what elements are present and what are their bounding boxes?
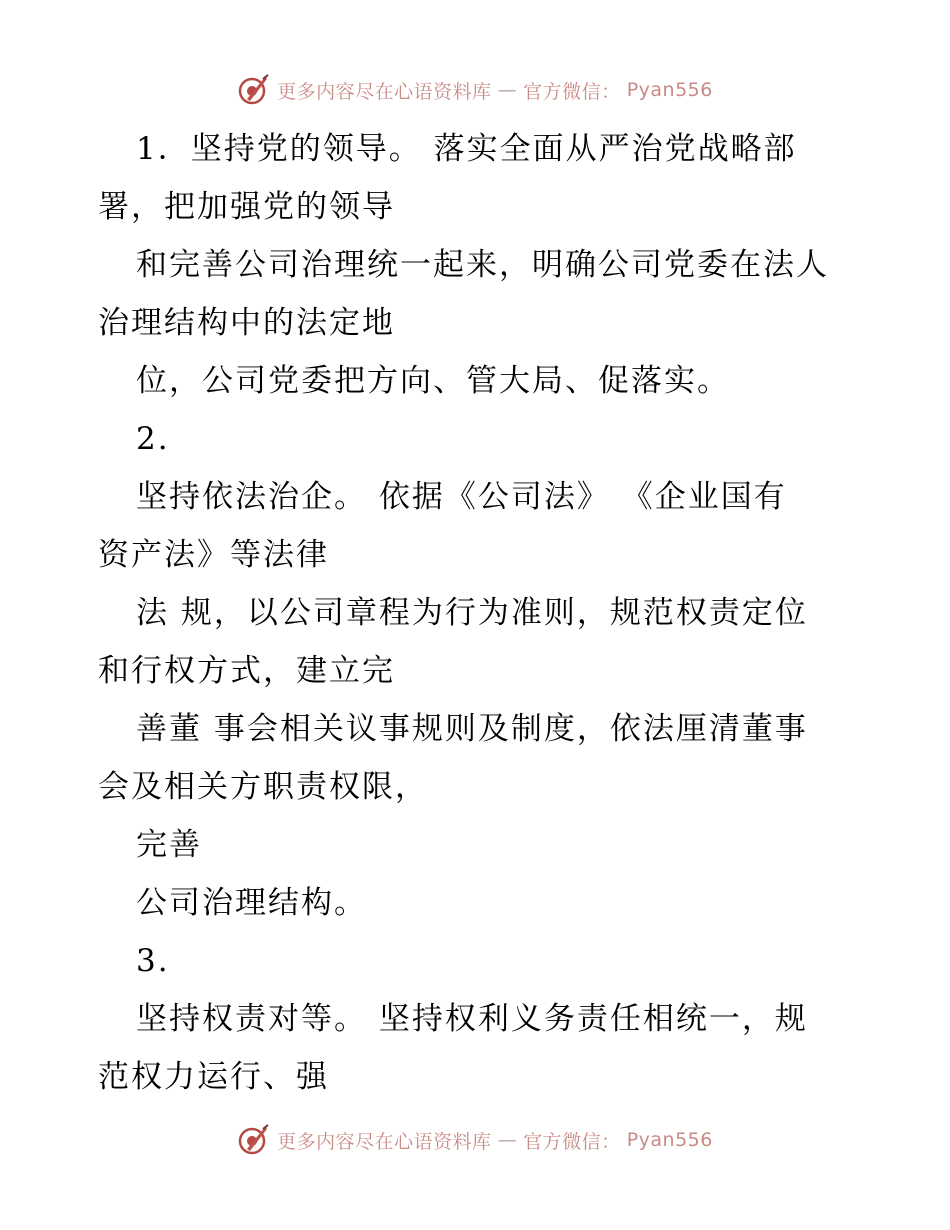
body-line: 署，把加强党的领导 <box>98 189 395 225</box>
document-body <box>98 120 858 1106</box>
watermark-group <box>237 1123 713 1157</box>
body-line: 和行权方式，建立完 <box>98 653 395 689</box>
body-line: 3. <box>136 943 170 979</box>
body-line: 1．坚持党的领导。 落实全面从严治党战略部 <box>136 131 797 167</box>
watermark-group <box>237 73 713 107</box>
watermark-official-label: 官方微信： <box>523 1130 621 1153</box>
body-line: 范权力运行、强 <box>98 1059 329 1095</box>
body-line: 位，公司党委把方向、管大局、促落实。 <box>136 363 730 399</box>
watermark-text: 更多内容尽在心语资料库 <box>277 1130 492 1153</box>
body-line: 公司治理结构。 <box>136 885 367 921</box>
body-line: 和完善公司治理统一起来，明确公司党委在法人 <box>136 247 829 283</box>
body-line: 完善 <box>136 827 202 863</box>
watermark-separator: — <box>497 79 518 101</box>
body-line: 资产法》等法律 <box>98 537 329 573</box>
watermark-wechat-id: Pyan556 <box>626 1129 713 1151</box>
header-watermark <box>0 70 950 110</box>
body-line: 2. <box>136 421 170 457</box>
body-line: 坚持权责对等。 坚持权利义务责任相统一，规 <box>136 1001 808 1037</box>
watermark-text: 更多内容尽在心语资料库 <box>277 80 492 103</box>
footer-watermark <box>0 1120 950 1160</box>
body-line: 会及相关方职责权限， <box>98 769 428 805</box>
watermark-separator: — <box>497 1129 518 1151</box>
watermark-official-label: 官方微信： <box>523 80 621 103</box>
body-line: 法 规，以公司章程为行为准则，规范权责定位 <box>136 595 808 631</box>
quill-logo-icon <box>237 1123 271 1157</box>
body-line: 坚持依法治企。 依据《公司法》 《企业国有 <box>136 479 787 515</box>
watermark-wechat-id: Pyan556 <box>626 79 713 101</box>
body-line: 善董 事会相关议事规则及制度，依法厘清董事 <box>136 711 808 747</box>
body-line: 治理结构中的法定地 <box>98 305 395 341</box>
quill-logo-icon <box>237 73 271 107</box>
